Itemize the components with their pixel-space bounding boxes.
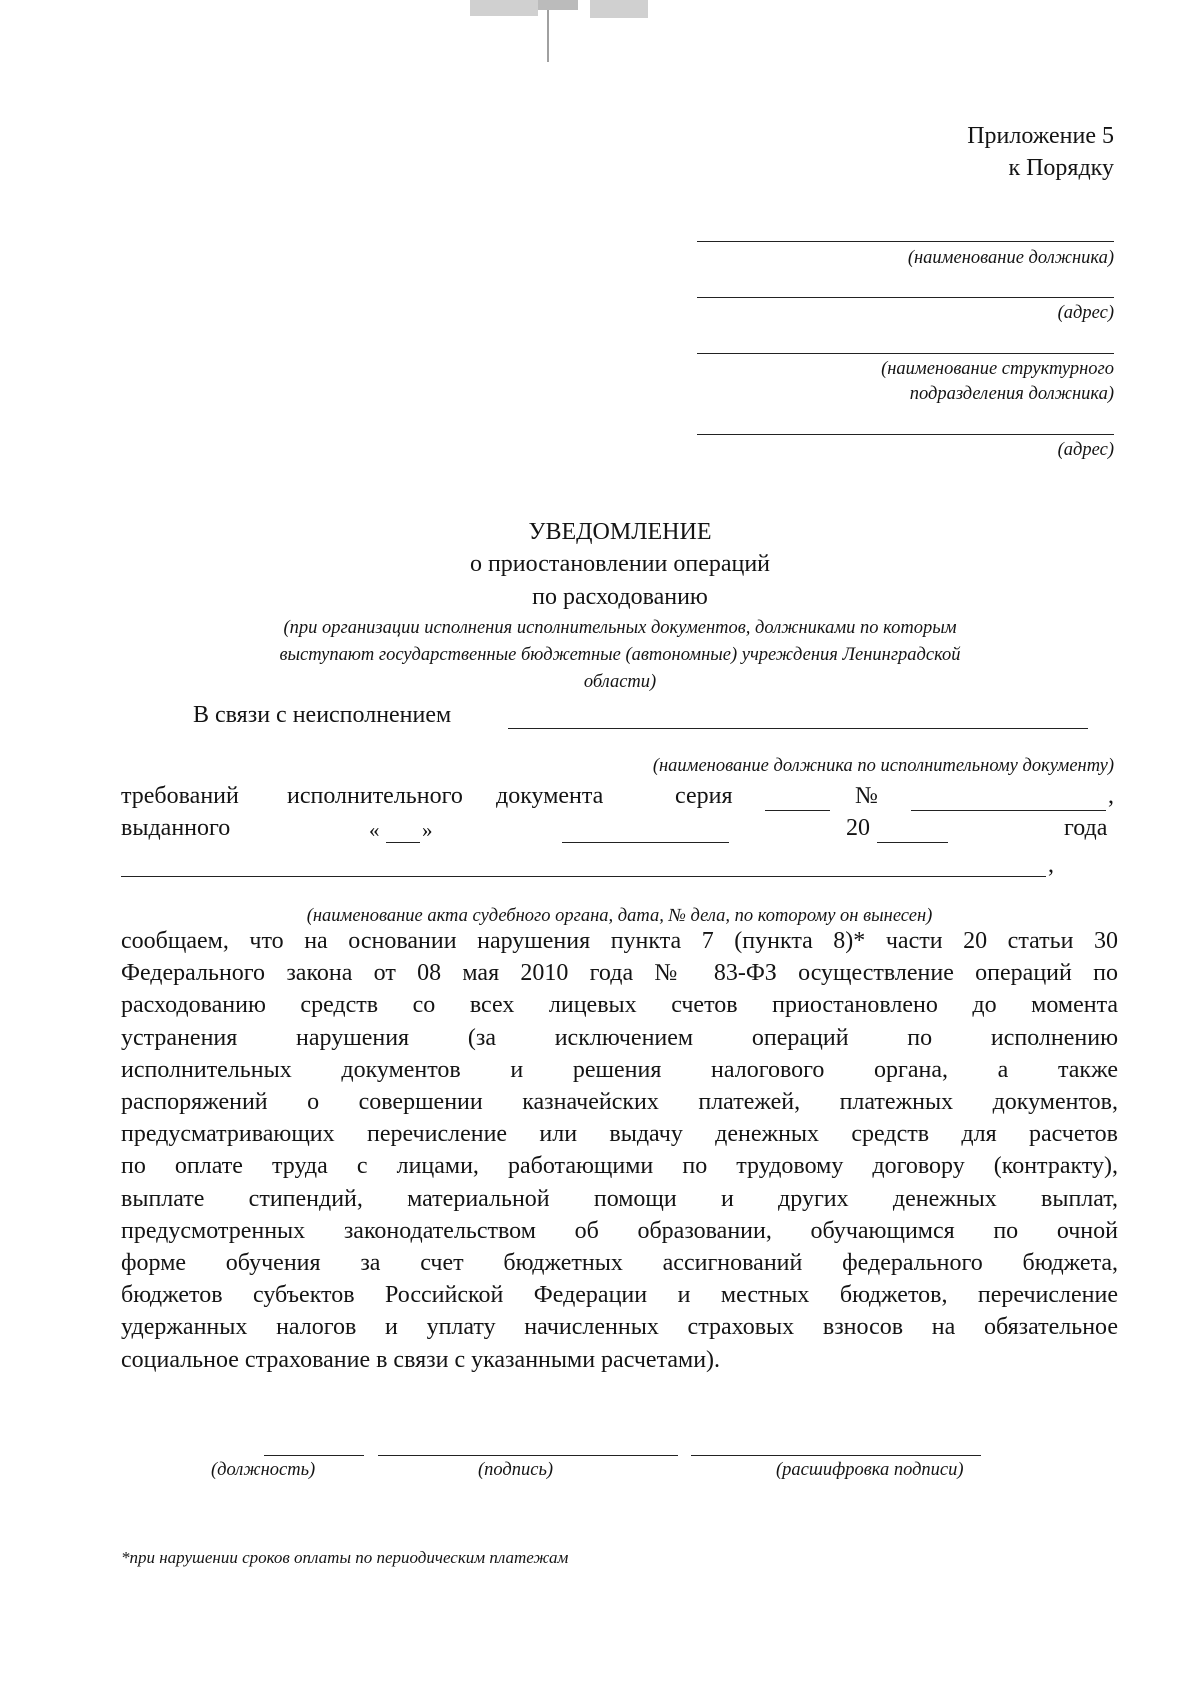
- number-comma: ,: [1108, 783, 1114, 809]
- body-line: бюджетов субъектов Российской Федерации и местных бюджетов, перечисление: [121, 1282, 1118, 1309]
- scan-artifact: [547, 10, 549, 62]
- position-caption: (должность): [211, 1460, 316, 1480]
- signature-line: [378, 1455, 678, 1456]
- series-field-line: [765, 810, 830, 811]
- year-prefix: 20: [846, 815, 870, 841]
- address-line-1: [697, 297, 1114, 298]
- title-note-3: области): [583, 672, 657, 692]
- address-line-2: [697, 434, 1114, 435]
- day-field-line: [386, 842, 420, 843]
- act-field-line: [121, 876, 1046, 877]
- quote-open: «: [369, 818, 380, 842]
- number-sign: №: [855, 783, 878, 809]
- intro-text: В связи с неисполнением: [193, 702, 452, 728]
- body-line: форме обучения за счет бюджетных ассигнований федерального бюджета,: [121, 1250, 1118, 1276]
- body-line: Федерального закона от 08 мая 2010 года № 83-ФЗ осуществление операций по: [121, 960, 1118, 987]
- body-line: удержанных налогов и уплату начисленных страховых взносов на обязательное: [121, 1314, 1118, 1341]
- title-note-1: (при организации исполнения исполнительных документов, должниками по которым: [283, 618, 957, 638]
- req-word-3: документа: [496, 783, 604, 809]
- division-caption-1: (наименование структурного: [881, 359, 1114, 379]
- footnote: *при нарушении сроков оплаты по периодическим платежам: [121, 1548, 569, 1567]
- body-line: по оплате труда с лицами, работающими по трудовому договору (контракту),: [121, 1153, 1118, 1180]
- scan-artifact: [590, 0, 648, 18]
- req-word-4: серия: [675, 783, 733, 809]
- debtor-name-line: [697, 241, 1114, 242]
- title-note-2: выступают государственные бюджетные (автономные) учреждения Ленинградской: [279, 645, 961, 665]
- month-field-line: [562, 842, 729, 843]
- body-line: предусмотренных законодательством об образовании, обучающимся по очной: [121, 1217, 1118, 1244]
- address-caption-1: (адрес): [1057, 303, 1114, 323]
- body-line: устранения нарушения (за исключением операций по исполнению: [121, 1024, 1118, 1051]
- req-word-2: исполнительного: [287, 783, 463, 809]
- body-line: предусматривающих перечисление или выдачу денежных средств для расчетов: [121, 1121, 1118, 1148]
- division-caption-2: подразделения должника): [909, 384, 1114, 404]
- quote-close: »: [422, 818, 433, 842]
- number-field-line: [911, 810, 1106, 811]
- body-line: сообщаем, что на основании нарушения пункта 7 (пункта 8)* части 20 статьи 30: [121, 928, 1118, 954]
- scan-artifact: [538, 0, 578, 10]
- title-line-2: по расходованию: [532, 584, 708, 610]
- decryption-caption: (расшифровка подписи): [776, 1460, 964, 1480]
- year-word: года: [1064, 815, 1108, 841]
- body-line: выплате стипендий, материальной помощи и других денежных выплат,: [121, 1185, 1118, 1212]
- title-line-1: о приостановлении операций: [469, 551, 771, 577]
- issued-label: выданного: [121, 815, 231, 841]
- act-comma: ,: [1048, 852, 1054, 878]
- order-label: к Порядку: [1008, 155, 1114, 181]
- body-line: исполнительных документов и решения налогового органа, а также: [121, 1056, 1118, 1083]
- position-line: [264, 1455, 364, 1456]
- year-field-line: [877, 842, 948, 843]
- address-caption-2: (адрес): [1057, 440, 1114, 460]
- appendix-label: Приложение 5: [967, 123, 1114, 149]
- body-line: распоряжений о совершении казначейских платежей, платежных документов,: [121, 1089, 1118, 1115]
- division-line: [697, 353, 1114, 354]
- document-title: УВЕДОМЛЕНИЕ: [528, 519, 712, 545]
- debtor-field-caption: (наименование должника по исполнительному документу): [652, 756, 1114, 776]
- decryption-line: [691, 1455, 981, 1456]
- debtor-name-caption: (наименование должника): [907, 248, 1114, 268]
- body-line: социальное страхование в связи с указанными расчетами).: [121, 1346, 721, 1373]
- scan-artifact: [470, 0, 538, 16]
- debtor-field-line: [508, 728, 1088, 729]
- req-word-1: требований: [121, 783, 239, 809]
- act-field-caption: (наименование акта судебного органа, дата, № дела, по которому он вынесен): [306, 906, 933, 926]
- body-line: расходованию средств со всех лицевых счетов приостановлено до момента: [121, 992, 1118, 1019]
- signature-caption: (подпись): [478, 1460, 554, 1480]
